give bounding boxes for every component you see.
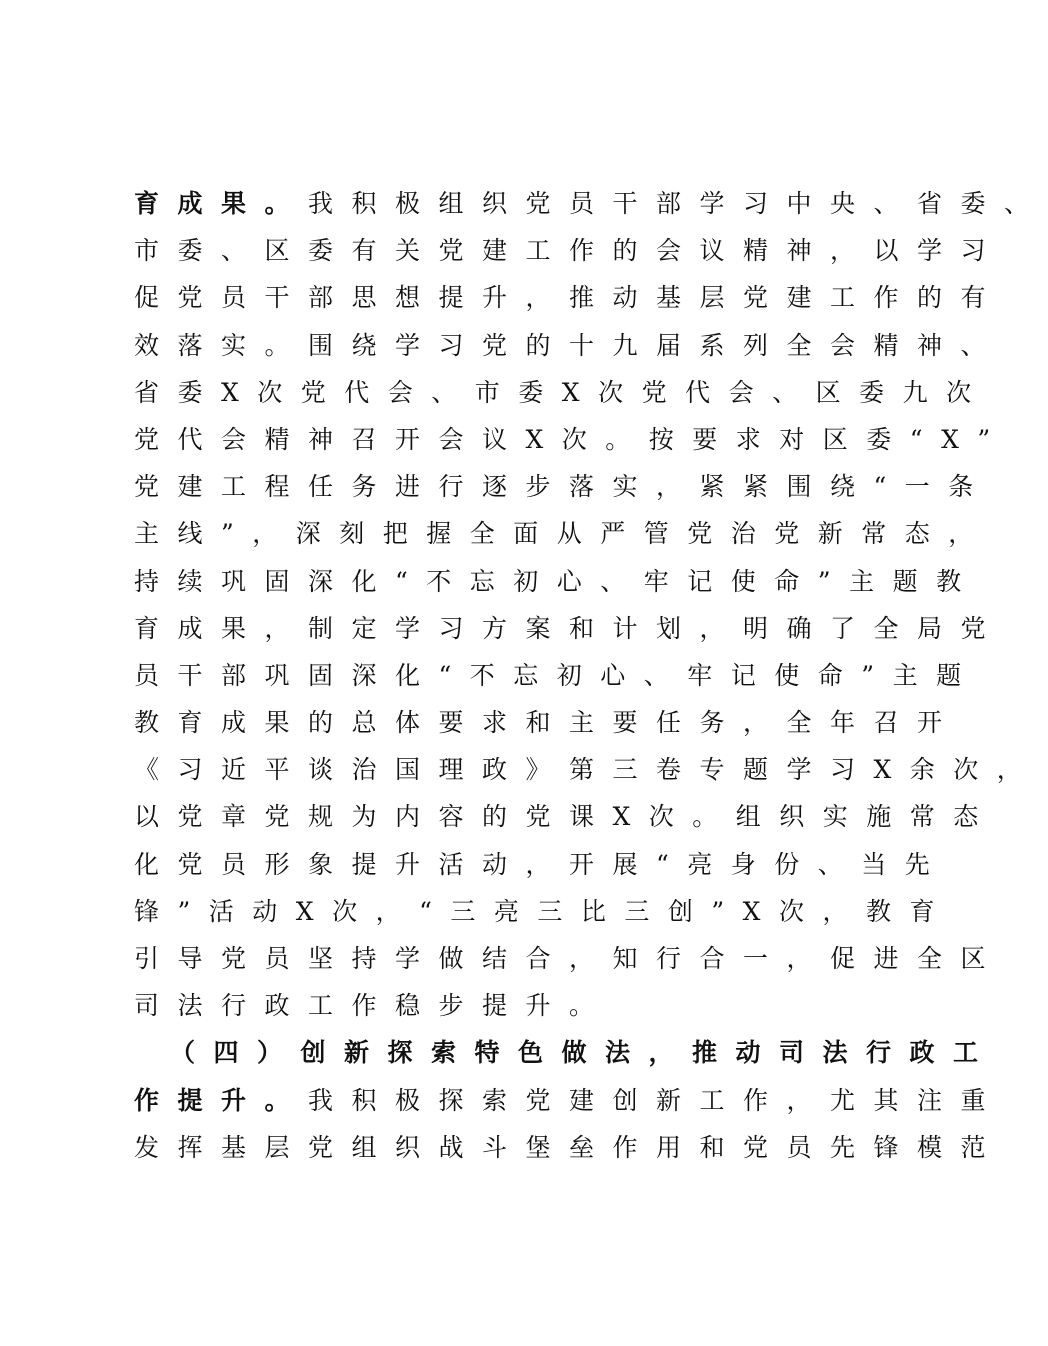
line-text: 党代会精神召开会议X次。按要求对区委“X” — [134, 424, 1009, 454]
section-heading-line — [134, 1029, 997, 1076]
line-text: 教育成果的总体要求和主要任务，全年召开 — [134, 708, 961, 738]
line-text: 促党员干部思想提升，推动基层党建工作的有 — [134, 283, 1005, 313]
text-line — [134, 1124, 1005, 1171]
line-text: 持续巩固深化“不忘初心、牢记使命”主题教 — [134, 566, 980, 596]
text-line — [134, 510, 992, 557]
text-line — [134, 699, 961, 746]
line-text: 引导党员坚持学做结合，知行合一，促进全区 — [134, 944, 1005, 973]
text-line — [134, 369, 990, 416]
line-text: 《习近平谈治国理政》第三卷专题学习X余次， — [134, 755, 1041, 785]
text-line — [134, 982, 854, 1029]
text-line — [134, 652, 980, 699]
text-line — [134, 416, 1009, 463]
line-text: 发挥基层党组织战斗堡垒作用和党员先锋模范 — [134, 1132, 1005, 1162]
text-line — [134, 888, 953, 935]
line-text: 省委X次党代会、市委X次党代会、区委九次 — [134, 377, 990, 407]
text-line — [134, 322, 1005, 369]
text-line — [134, 463, 992, 510]
text-line — [134, 274, 1005, 321]
line-text: 司法行政工作稳步提升。 — [134, 991, 613, 1021]
text-line — [134, 227, 1005, 274]
line-text: 我积极组织党员干部学习中央、省委、 — [308, 189, 1048, 218]
text-line — [134, 746, 1041, 793]
bold-heading: 育成果。 — [134, 189, 309, 218]
line-text: 员干部巩固深化“不忘初心、牢记使命”主题 — [134, 660, 980, 690]
line-text: 化党员形象提升活动，开展“亮身份、当先 — [134, 849, 949, 879]
line-text: 育成果，制定学习方案和计划，明确了全局党 — [134, 613, 1005, 643]
line-text: 党建工程任务进行逐步落实，紧紧围绕“一条 — [134, 472, 992, 502]
line-text: 主线”，深刻把握全面从严管党治党新常态， — [134, 519, 992, 549]
text-line — [134, 935, 1005, 982]
body-text — [134, 180, 1048, 1171]
text-line — [134, 180, 1048, 227]
line-text: 我积极探索党建创新工作，尤其注重 — [308, 1085, 1005, 1115]
text-line — [134, 841, 949, 888]
line-text: 市委、区委有关党建工作的会议精神，以学习 — [134, 236, 1005, 266]
text-line — [134, 793, 997, 840]
line-text: 以党章党规为内容的党课X次。组织实施常态 — [134, 802, 997, 832]
line-text: 锋”活动X次，“三亮三比三创”X次，教育 — [134, 896, 953, 926]
section-heading: （四）创新探索特色做法，推动司法行政工 — [170, 1038, 997, 1068]
text-line — [134, 1077, 1005, 1124]
text-line — [134, 605, 1005, 652]
text-line — [134, 558, 980, 605]
bold-heading: 作提升。 — [134, 1085, 309, 1115]
line-text: 效落实。围绕学习党的十九届系列全会精神、 — [134, 330, 1005, 360]
